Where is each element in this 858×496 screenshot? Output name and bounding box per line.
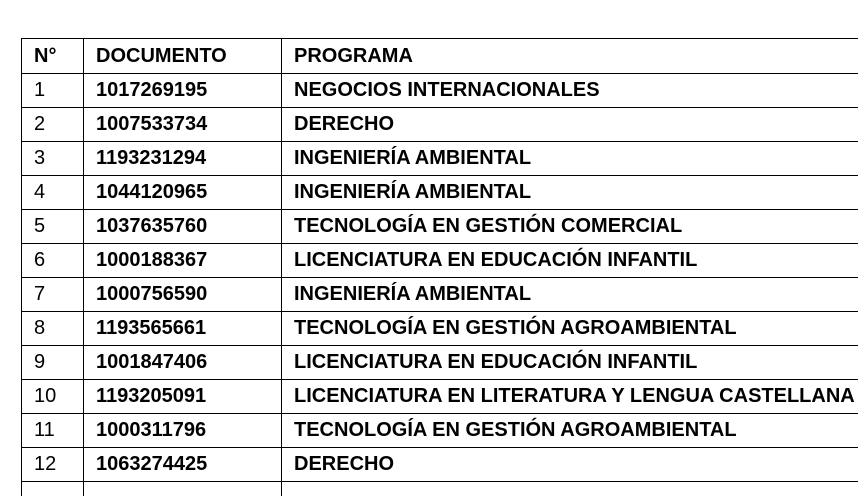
row-number: 5 <box>22 210 84 244</box>
row-number: 1 <box>22 74 84 108</box>
row-programa: LICENCIATURA EN EDUCACIÓN INFANTIL <box>282 244 858 278</box>
column-header-programa: PROGRAMA <box>282 39 858 74</box>
row-documento: 1001847406 <box>84 346 282 380</box>
row-number: 11 <box>22 414 84 448</box>
students-table <box>21 38 858 496</box>
row-number-empty <box>22 482 84 496</box>
row-number: 9 <box>22 346 84 380</box>
row-programa: DERECHO <box>282 448 858 482</box>
row-number: 10 <box>22 380 84 414</box>
document-table-container <box>21 38 858 496</box>
row-number: 6 <box>22 244 84 278</box>
table-row <box>22 142 858 176</box>
row-number: 7 <box>22 278 84 312</box>
row-programa: INGENIERÍA AMBIENTAL <box>282 278 858 312</box>
table-header-row <box>22 39 858 74</box>
row-documento: 1044120965 <box>84 176 282 210</box>
row-number: 12 <box>22 448 84 482</box>
row-programa: DERECHO <box>282 108 858 142</box>
row-documento: 1000756590 <box>84 278 282 312</box>
table-row <box>22 448 858 482</box>
row-programa: LICENCIATURA EN LITERATURA Y LENGUA CASTELLANA <box>282 380 858 414</box>
row-documento-empty <box>84 482 282 496</box>
row-documento: 1193565661 <box>84 312 282 346</box>
row-documento: 1193231294 <box>84 142 282 176</box>
row-documento: 1000311796 <box>84 414 282 448</box>
row-documento: 1017269195 <box>84 74 282 108</box>
column-header-documento: DOCUMENTO <box>84 39 282 74</box>
table-row <box>22 210 858 244</box>
row-documento: 1063274425 <box>84 448 282 482</box>
row-documento: 1000188367 <box>84 244 282 278</box>
row-number: 3 <box>22 142 84 176</box>
table-row-cutoff <box>22 482 858 496</box>
table-row <box>22 108 858 142</box>
table-row <box>22 74 858 108</box>
table-row <box>22 380 858 414</box>
table-row <box>22 244 858 278</box>
table-row <box>22 312 858 346</box>
row-programa: NEGOCIOS INTERNACIONALES <box>282 74 858 108</box>
row-programa-empty <box>282 482 858 496</box>
row-programa: TECNOLOGÍA EN GESTIÓN COMERCIAL <box>282 210 858 244</box>
row-number: 2 <box>22 108 84 142</box>
row-number: 4 <box>22 176 84 210</box>
row-programa: INGENIERÍA AMBIENTAL <box>282 142 858 176</box>
table-row <box>22 346 858 380</box>
row-programa: LICENCIATURA EN EDUCACIÓN INFANTIL <box>282 346 858 380</box>
row-documento: 1007533734 <box>84 108 282 142</box>
table-row <box>22 414 858 448</box>
row-programa: TECNOLOGÍA EN GESTIÓN AGROAMBIENTAL <box>282 414 858 448</box>
row-documento: 1193205091 <box>84 380 282 414</box>
row-programa: INGENIERÍA AMBIENTAL <box>282 176 858 210</box>
table-row <box>22 278 858 312</box>
table-row <box>22 176 858 210</box>
row-programa: TECNOLOGÍA EN GESTIÓN AGROAMBIENTAL <box>282 312 858 346</box>
column-header-number: N° <box>22 39 84 74</box>
row-number: 8 <box>22 312 84 346</box>
row-documento: 1037635760 <box>84 210 282 244</box>
